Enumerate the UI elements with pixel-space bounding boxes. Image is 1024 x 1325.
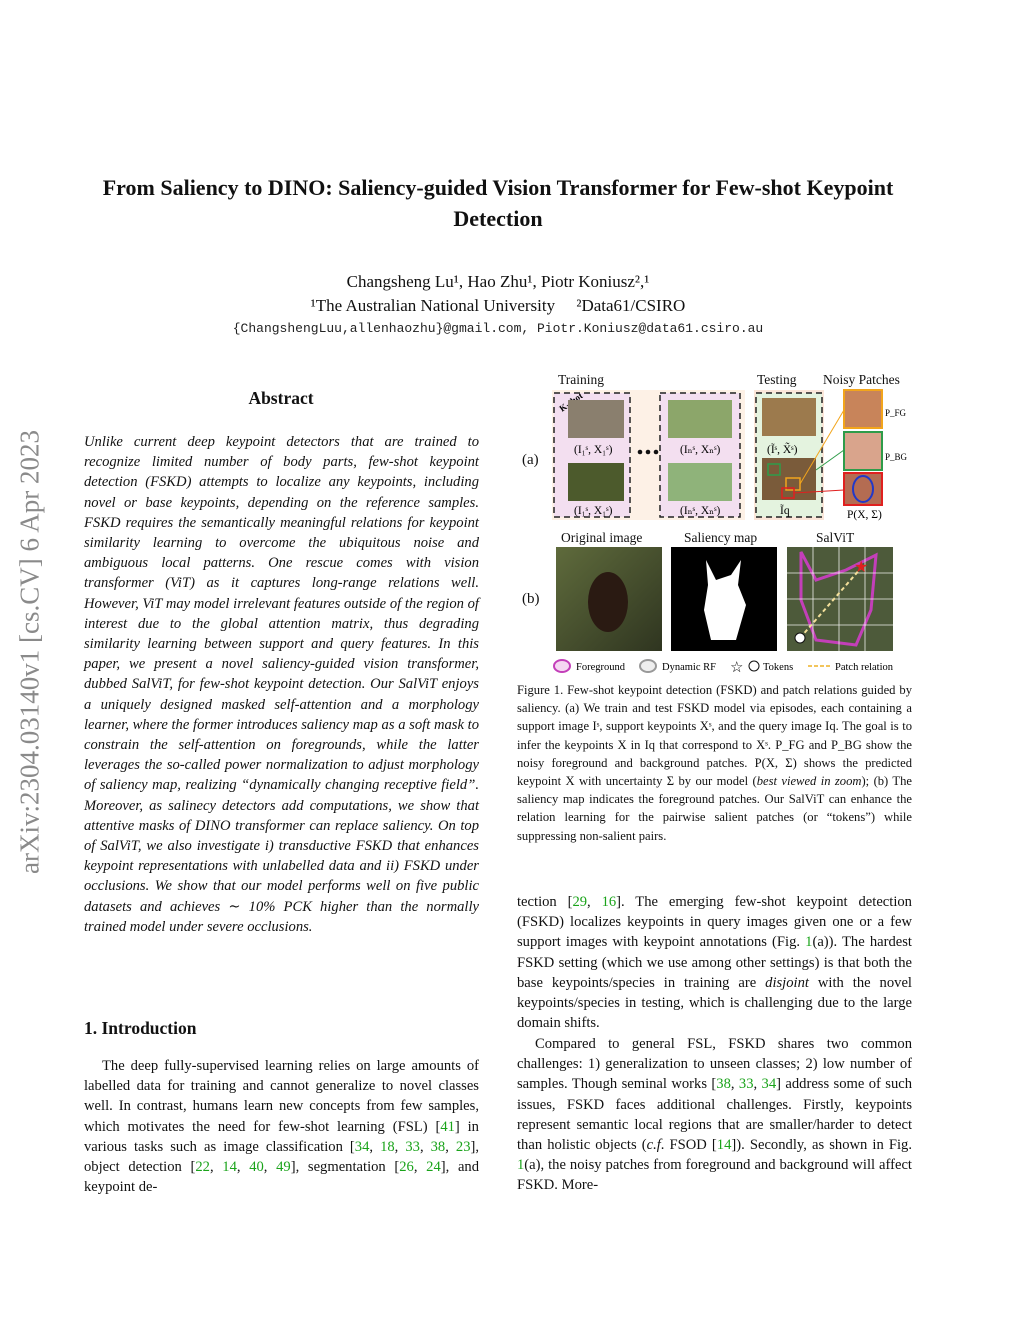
intro-paragraph-2: Compared to general FSL, FSKD shares two common challenges: 1) generalization to unseen classes; 2) low number of samples. Though seminal works [38, 33, 34] address some of such issues, FSKD faces additional challenges. Firstly, keypoints represent semantic local regions that are smaller/harder to detect than holistic objects (c.f. FSOD [14]). Secondly, as shown in Fig. 1(a), the noisy patches from foreground and background will affect FSKD. More- <box>517 1036 913 1194</box>
lamb-image <box>668 400 732 438</box>
citation-link[interactable]: 16 <box>601 894 617 910</box>
citation-link[interactable]: 40 <box>249 1159 264 1176</box>
test-support-pair: (Ĩˢ, X̃ˢ) <box>767 444 798 456</box>
citation-link[interactable]: 34 <box>354 1138 370 1155</box>
uncertainty-patch <box>844 473 882 505</box>
dog-silhouette <box>588 572 628 632</box>
foreground-legend-icon <box>554 660 570 672</box>
author-block <box>90 270 906 318</box>
citation-link[interactable]: 49 <box>276 1159 291 1176</box>
pfg-label: P_FG <box>885 408 907 418</box>
arxiv-id-text: arXiv:2304.03140v1 [cs.CV] 6 Apr 2023 <box>14 430 45 874</box>
token-circle <box>795 633 805 643</box>
legend-tokens: Tokens <box>763 662 794 673</box>
cat-image <box>568 400 624 438</box>
star-legend-icon: ☆ <box>730 660 744 675</box>
introduction-heading: 1. Introduction <box>84 1018 197 1038</box>
noisy-bg-patch <box>844 432 882 470</box>
support-pair-1: (I₁ˢ, X₁ˢ) <box>574 444 613 456</box>
citation-link[interactable]: 29 <box>572 894 588 910</box>
citation-link[interactable]: 34 <box>761 1076 777 1093</box>
intro-paragraph-1: The deep fully-supervised learning relies on large amounts of labelled data for training and cannot generalize to novel classes well. In contrast, humans learn new concepts from few samples, which motivates the need for few-shot learning (FSL) [41] in various tasks such as image classification [34, 18, 33, 38, 23], object detection [22, 14, 40, 49], segmentation [26, 24], and keypoint de- <box>84 1058 480 1196</box>
ellipsis-dot <box>646 450 651 455</box>
figure-1-caption: Figure 1. Few-shot keypoint detection (FSKD) and patch relations guided by saliency. (a) We train and test FSKD model via episodes, each containing a support image Iˢ, support keypoints Xˢ, and the query image Iq. The goal is to infer the keypoints X in Iq that correspond to Xˢ. P_FG and P_BG show the noisy foreground and background patches. P(X, Σ) shows the predicted keypoint X with uncertainty Σ by our model (best viewed in zoom); (b) The saliency map indicates the foreground patches. Our SalViT can enhance the relation learning for the pairwise salient patches (or “tokens”) while suppressing non-salient pairs. <box>517 683 912 843</box>
abstract-heading: Abstract <box>248 388 314 408</box>
citation-link[interactable]: 33 <box>405 1138 420 1155</box>
legend-patch-relation: Patch relation <box>835 662 894 673</box>
pbg-label: P_BG <box>885 452 908 462</box>
test-query-label: Ĩq <box>780 505 790 517</box>
citation-link[interactable]: 26 <box>399 1159 414 1176</box>
original-image-label: Original image <box>561 530 643 545</box>
author-names: Changsheng Lu¹, Hao Zhu¹, Piotr Koniusz²,¹ <box>346 272 650 291</box>
citation-link[interactable]: 38 <box>430 1138 446 1155</box>
dynamic-rf-legend-icon <box>640 660 656 672</box>
citation-link[interactable]: 23 <box>455 1138 471 1155</box>
kitten-image <box>568 463 624 501</box>
figure-link[interactable]: 1 <box>805 934 813 951</box>
affiliations: ¹The Australian National University ²Data61/CSIRO <box>310 296 686 315</box>
author-emails: {ChangshengLuu,allenhaozhu}@gmail.com, Piotr.Koniusz@data61.csiro.au <box>232 321 764 336</box>
citation-link[interactable]: 33 <box>738 1076 754 1093</box>
circle-legend-icon <box>749 661 759 671</box>
panel-b-label: (b) <box>522 591 540 607</box>
lamb-image-2 <box>668 463 732 501</box>
panel-a-label: (a) <box>522 452 539 468</box>
abstract-text: Unlike current deep keypoint detectors that are trained to recognize limited number of body parts, few-shot keypoint detection (FSKD) attempts to localize any keypoints, including novel or base keypoints, depending on the reference samples. FSKD requires the semantically meaningful relations for keypoint similarity learning to overcome the ubiquitous noise and ambiguous local patterns. One rescue comes with vision transformer (ViT) as it captures long-range relations well. However, ViT may model irrelevant features outside of the region of interest due to the global attention matrix, thus degrading similarity learning between support and query features. In this paper, we present a novel saliency-guided vision transformer, dubbed SalViT, for few-shot keypoint detection. Our SalViT enjoys a uniquely designed masked self-attention and a morphology learner, where the former introduces saliency map as a soft mask to constrain the self-attention on foregrounds, while the latter leverages the so-called power normalization to adjust morphology of saliency map, realizing “dynamically changing receptive field”. Moreover, as salinecy detectors add computations, we show that attentive masks of DINO transformer can replace saliency. On top of SalViT, we also investigate i) transductive FSKD that enhances keypoint representations with unlabelled data and ii) FSKD under occlusions. We show that our model performs well on five public datasets and achieves ∼ 10% PCK higher than the normally trained model under severe occlusions. <box>84 434 479 935</box>
support-pair-3: (I₁ˢ, X₁ˢ) <box>574 505 613 517</box>
test-support-image <box>762 398 816 436</box>
arxiv-sidebar-id <box>6 352 54 952</box>
ellipsis-dot <box>654 450 659 455</box>
legend-dynamic-rf: Dynamic RF <box>662 662 716 673</box>
testing-label: Testing <box>757 372 797 387</box>
prediction-label: P(X, Σ) <box>847 509 882 521</box>
saliency-map-label: Saliency map <box>684 530 758 545</box>
training-label: Training <box>558 372 605 387</box>
support-pair-4: (Iₙˢ, Xₙˢ) <box>680 505 721 517</box>
noisy-fg-patch <box>844 390 882 428</box>
citation-link[interactable]: 22 <box>195 1159 210 1176</box>
salvit-label: SalViT <box>816 530 855 545</box>
ellipsis-dot <box>638 450 643 455</box>
citation-link[interactable]: 41 <box>440 1118 455 1135</box>
token-star: ★ <box>854 559 869 576</box>
figure-1 <box>516 370 912 675</box>
intro-paragraph-1-cont: tection [29, 16]. The emerging few-shot keypoint detection (FSKD) localizes keypoints in query images given one or a few support images with keypoint annotations (Fig. 1(a)). The hardest FSKD setting (which we use among other settings) is that both the base keypoints/species in training are disjoint with the novel keypoints/species in testing, which is challenging due to the large domain shifts. <box>517 894 912 1032</box>
citation-link[interactable]: 18 <box>380 1138 395 1155</box>
noisy-patches-label: Noisy Patches <box>823 372 900 387</box>
figure-link[interactable]: 1 <box>517 1157 525 1174</box>
citation-link[interactable]: 38 <box>716 1076 731 1093</box>
legend-foreground: Foreground <box>576 662 625 673</box>
support-pair-2: (Iₙˢ, Xₙˢ) <box>680 444 721 456</box>
citation-link[interactable]: 14 <box>222 1159 237 1176</box>
citation-link[interactable]: 14 <box>716 1137 732 1154</box>
citation-link[interactable]: 24 <box>426 1159 441 1176</box>
paper-title: From Saliency to DINO: Saliency-guided Vision Transformer for Few-shot Keypoint Detection <box>102 175 894 231</box>
